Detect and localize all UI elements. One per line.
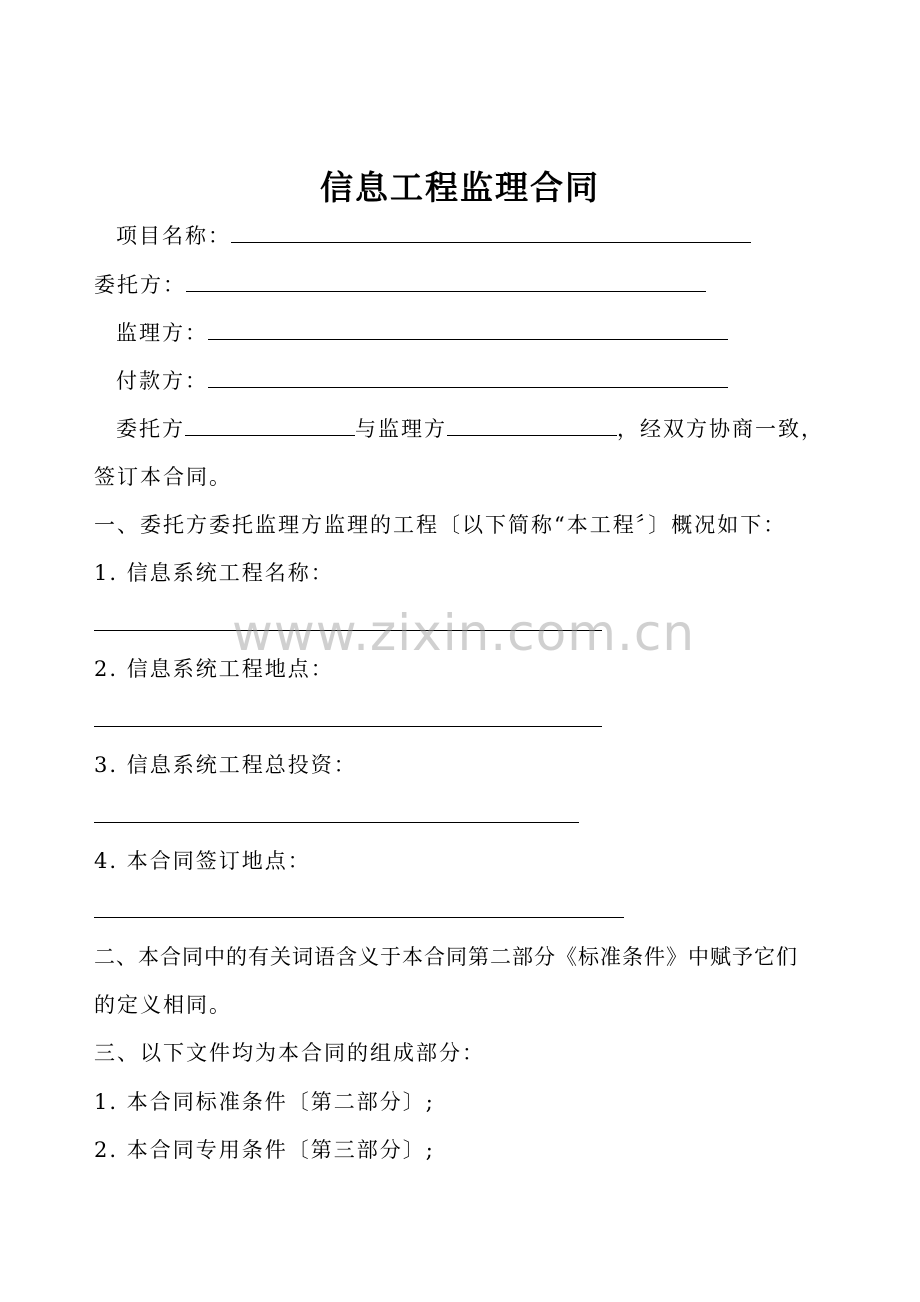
agreement-sign-line: 签订本合同。 (94, 465, 232, 489)
section1-item-4-blank (94, 917, 624, 918)
agreement-client: 委托方 (116, 417, 185, 441)
supervisor-field (116, 319, 728, 347)
client-blank (186, 273, 706, 292)
section1-item-3: 3. 信息系统工程总投资： (94, 753, 357, 777)
section2-line-1: 二、本合同中的有关词语含义于本合同第二部分《标准条件》中赋予它们 (94, 945, 798, 969)
section3-item-2: 2. 本合同专用条件〔第三部分〕; (94, 1138, 435, 1162)
section1-item-3-blank (94, 822, 579, 823)
project-name-blank (231, 224, 751, 243)
section3-heading: 三、以下文件均为本合同的组成部分： (94, 1041, 485, 1065)
section1-item-2: 2. 信息系统工程地点： (94, 657, 334, 681)
watermark: www.zixin.com.cn (232, 604, 696, 662)
agreement-client-blank (185, 417, 355, 436)
client-field (94, 271, 706, 299)
project-name-label: 项目名称： (116, 224, 231, 248)
section1-heading: 一、委托方委托监理方监理的工程〔以下简称“本工程〞〕概况如下： (94, 513, 787, 537)
client-label: 委托方： (94, 273, 186, 297)
agreement-supervisor: 与监理方 (355, 417, 447, 441)
project-name-field (116, 222, 751, 250)
section1-item-2-blank (94, 726, 602, 727)
page-title: 信息工程监理合同 (320, 168, 600, 207)
agreement-line (116, 415, 824, 443)
agreement-supervisor-blank (447, 417, 617, 436)
section1-item-1: 1. 信息系统工程名称： (94, 561, 334, 585)
payer-field (116, 367, 728, 395)
payer-blank (208, 369, 728, 388)
section3-item-1: 1. 本合同标准条件〔第二部分〕; (94, 1090, 435, 1114)
section1-item-1-blank (94, 630, 602, 631)
section1-item-4: 4. 本合同签订地点： (94, 849, 311, 873)
section2-line-2: 的定义相同。 (94, 993, 232, 1017)
supervisor-blank (208, 321, 728, 340)
supervisor-label: 监理方： (116, 321, 208, 345)
payer-label: 付款方： (116, 369, 208, 393)
agreement-consensus: ，经双方协商一致， (617, 417, 824, 441)
